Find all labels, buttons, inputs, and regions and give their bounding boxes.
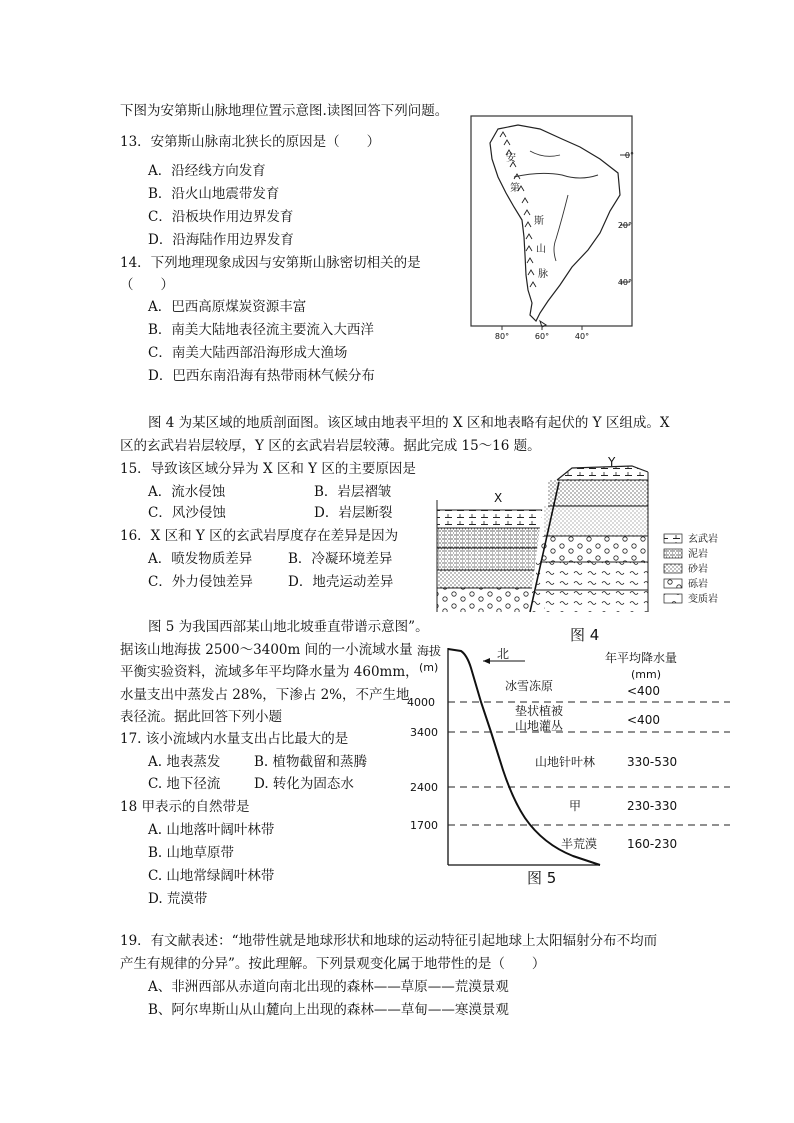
q13-option-c[interactable]: C．沿板块作用边界发育 <box>148 209 294 225</box>
legend-conglomerate: 砾岩 <box>688 579 708 590</box>
zone-jia: 甲 <box>569 799 582 813</box>
q16-option-b[interactable]: B．冷凝环境差异 <box>288 551 393 567</box>
q14-stem: 14．下列地理现象成因与安第斯山脉密切相关的是 <box>120 255 421 271</box>
q18-option-b[interactable]: B. 山地草原带 <box>148 845 235 861</box>
precip-semi-desert: 160-230 <box>627 837 678 851</box>
q14-option-b[interactable]: B．南美大陆地表径流主要流入大西洋 <box>148 322 374 338</box>
intro-zone-line3: 平衡实验资料，流域多年平均降水量为 460mm， <box>120 664 419 680</box>
intro-geology-line2: 区的玄武岩岩层较厚，Y 区的玄武岩岩层较薄。据此完成 15～16 题。 <box>120 438 541 454</box>
intro-zone-line2: 据该山地海拔 2500～3400m 间的一小流域水量 <box>120 642 413 658</box>
fig5-north-label: 北 <box>497 647 510 661</box>
andes-char-4: 山 <box>536 244 546 255</box>
zone-snow-tundra: 冰雪冻原 <box>505 679 554 693</box>
q19-option-b[interactable]: B、阿尔卑斯山从山麓向上出现的森林——草甸——寒漠景观 <box>148 1002 509 1018</box>
q13-option-b[interactable]: B．沿火山地震带发育 <box>148 186 280 202</box>
q17-option-b[interactable]: B. 植物截留和蒸腾 <box>254 754 368 770</box>
q16-option-d[interactable]: D．地壳运动差异 <box>288 574 394 590</box>
zone-semi-desert: 半荒漠 <box>561 837 598 851</box>
zone-cushion-plants: 垫状植被 <box>515 704 564 718</box>
figure5-caption: 图 5 <box>527 869 557 887</box>
q15-option-c[interactable]: C．风沙侵蚀 <box>148 505 226 521</box>
q16-stem: 16．X 区和 Y 区的玄武岩厚度存在差异是因为 <box>120 528 399 544</box>
altitude-2400: 2400 <box>410 781 438 794</box>
north-arrow-icon <box>483 658 490 664</box>
legend-basalt: 玄武岩 <box>688 534 718 545</box>
intro-zone-line5: 表径流。据此回答下列小题 <box>120 709 282 725</box>
figure4-caption: 图 4 <box>570 626 600 644</box>
precip-snow-tundra: <400 <box>627 684 660 698</box>
figure5-vertical-zonation <box>405 640 735 890</box>
andes-char-1: 安 <box>506 153 516 164</box>
q18-stem: 18 甲表示的自然带是 <box>120 799 250 815</box>
altitude-4000: 4000 <box>407 696 435 709</box>
x-zone-label: X <box>494 491 503 505</box>
precip-shrub: <400 <box>627 713 660 727</box>
legend <box>664 532 718 605</box>
q14-option-d[interactable]: D．巴西东南沿海有热带雨林气候分布 <box>148 368 375 384</box>
lat-0: 0° <box>624 151 634 160</box>
south-america-map <box>470 115 633 345</box>
q19-option-a[interactable]: A、非洲西部从赤道向南北出现的森林——草原——荒漠景观 <box>148 979 509 995</box>
q14-paren: （ ） <box>120 277 174 293</box>
q14-option-a[interactable]: A．巴西高原煤炭资源丰富 <box>148 299 307 315</box>
q16-option-c[interactable]: C．外力侵蚀差异 <box>148 574 253 590</box>
lon-40: 40° <box>574 332 590 341</box>
legend-metamorphic: 变质岩 <box>688 594 718 605</box>
q15-stem: 15．导致该区域分异为 X 区和 Y 区的主要原因是 <box>120 461 416 477</box>
q15-option-b[interactable]: B．岩层褶皱 <box>314 484 392 500</box>
precip-jia: 230-330 <box>627 799 678 813</box>
precip-coniferous: 330-530 <box>627 755 678 769</box>
y-zone-label: Y <box>608 455 616 469</box>
q13-stem: 13．安第斯山脉南北狭长的原因是（ ） <box>120 134 381 150</box>
fig5-precip-unit: (mm) <box>631 668 662 681</box>
fig5-ylabel-2: (m) <box>419 661 439 674</box>
x-basalt-layer <box>437 510 545 528</box>
q17-option-d[interactable]: D. 转化为固态水 <box>254 776 354 792</box>
q13-option-a[interactable]: A．沿经线方向发育 <box>148 163 266 179</box>
q18-option-c[interactable]: C. 山地常绿阔叶林带 <box>148 868 275 884</box>
andes-char-2: 第 <box>510 183 520 194</box>
q18-option-d[interactable]: D. 荒漠带 <box>148 891 208 907</box>
altitude-1700: 1700 <box>410 819 438 832</box>
q18-option-a[interactable]: A. 山地落叶阔叶林带 <box>148 822 275 838</box>
fig5-ylabel-1: 海拔 <box>417 644 442 658</box>
intro-geology-line1: 图 4 为某区域的地质剖面图。该区域由地表平坦的 X 区和地表略有起伏的 Y 区组成。X <box>148 415 670 431</box>
legend-mudstone: 泥岩 <box>688 549 708 560</box>
q17-option-c[interactable]: C. 地下径流 <box>148 776 221 792</box>
figure4-geologic-section <box>432 455 762 644</box>
fig5-precip-title: 年平均降水量 <box>605 651 678 665</box>
q14-option-c[interactable]: C．南美大陆西部沿海形成大渔场 <box>148 345 348 361</box>
lon-60: 60° <box>534 332 550 341</box>
q13-option-d[interactable]: D．沿海陆作用边界发育 <box>148 232 294 248</box>
andes-char-5: 脉 <box>538 269 548 280</box>
q16-option-a[interactable]: A．喷发物质差异 <box>148 551 253 567</box>
q15-option-a[interactable]: A．流水侵蚀 <box>148 484 226 500</box>
q15-option-d[interactable]: D．岩层断裂 <box>314 505 393 521</box>
intro-zone-line1: 图 5 为我国西部某山地北坡垂直带谱示意图”。 <box>148 619 429 635</box>
q19-stem-line1: 19．有文献表述：“地带性就是地球形状和地球的运动特征引起地球上太阳辐射分布不均而 <box>120 933 658 949</box>
lat-20: 20° <box>617 221 632 230</box>
q17-option-a[interactable]: A. 地表蒸发 <box>148 754 221 770</box>
lon-80: 80° <box>494 332 510 341</box>
intro-andes: 下图为安第斯山脉地理位置示意图.读图回答下列问题。 <box>120 103 449 119</box>
andes-char-3: 斯 <box>534 216 544 227</box>
legend-sandstone: 砂岩 <box>688 564 708 575</box>
zone-coniferous: 山地针叶林 <box>535 755 596 769</box>
lat-40: 40° <box>617 278 632 287</box>
q17-stem: 17. 该小流域内水量支出占比最大的是 <box>120 731 349 747</box>
zone-mountain-shrub: 山地灌丛 <box>515 719 564 733</box>
intro-zone-line4: 水量支出中蒸发占 28%，下渗占 2%，不产生地 <box>120 687 410 703</box>
q19-stem-line2: 产生有规律的分异”。按此理解。下列景观变化属于地带性的是（ ） <box>120 956 546 972</box>
altitude-3400: 3400 <box>410 726 438 739</box>
